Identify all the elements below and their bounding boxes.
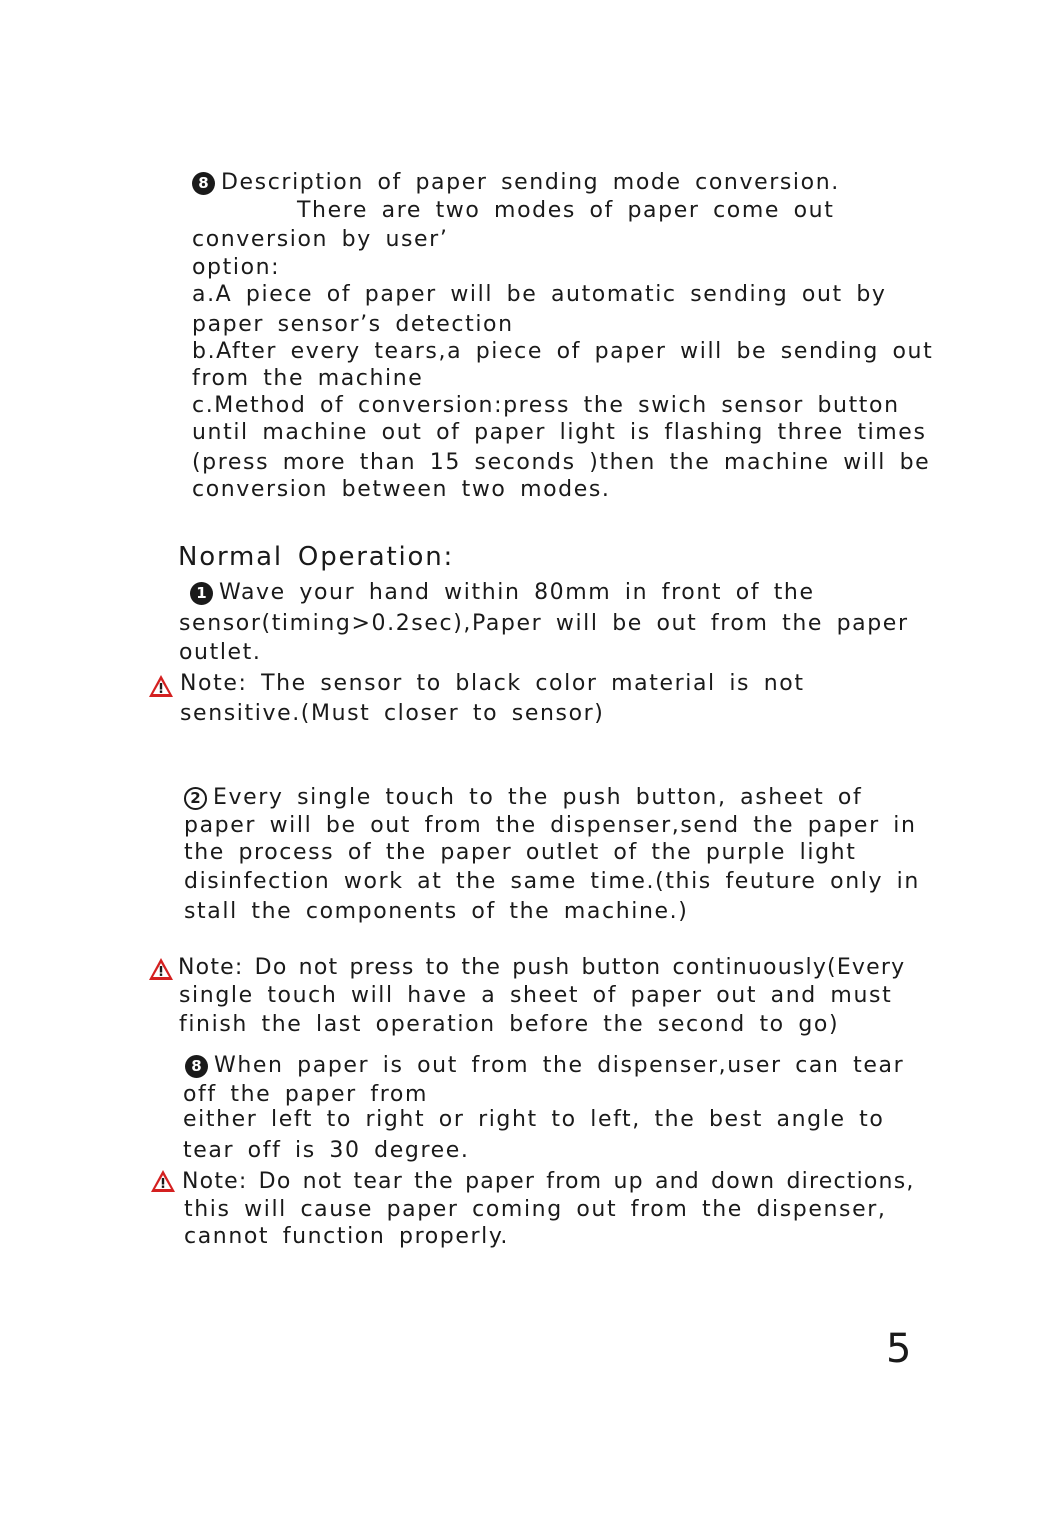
item3-line-0: When paper is out from the dispenser,user can tear <box>214 1053 905 1078</box>
warning-triangle-icon <box>148 957 174 981</box>
item1-first-line <box>190 579 815 607</box>
item1-line-0: Wave your hand within 80mm in front of the <box>219 580 815 605</box>
section3-line-10: (press more than 15 seconds )then the machine will be <box>192 450 931 475</box>
circled-number-marker: 8 <box>185 1055 208 1078</box>
item3-line-2: either left to right or right to left, the best angle to <box>183 1107 885 1132</box>
section3-line-4: a.A piece of paper will be automatic sending out by <box>192 282 887 307</box>
note1-line-0: Note: The sensor to black color material is not <box>180 671 805 696</box>
note3-line-0: Note: Do not tear the paper from up and down directions, <box>182 1169 915 1194</box>
item3-line-1: off the paper from <box>183 1082 429 1107</box>
note2-line-0: Note: Do not press to the push button continuously(Every <box>178 955 906 980</box>
warning-triangle-icon <box>148 674 174 698</box>
item3-first-line <box>185 1052 904 1080</box>
section3-line-2: conversion by user’ <box>192 227 449 252</box>
section3-heading <box>192 169 840 197</box>
warning-triangle-icon <box>150 1169 176 1193</box>
item3-line-3: tear off is 30 degree. <box>183 1138 470 1163</box>
page-number: 5 <box>886 1326 912 1372</box>
note2-line-2: finish the last operation before the second to go) <box>179 1012 840 1037</box>
section3-line-6: b.After every tears,a piece of paper will be sending out <box>192 339 934 364</box>
note1-line-1: sensitive.(Must closer to sensor) <box>180 701 605 726</box>
section3-line-11: conversion between two modes. <box>192 477 611 502</box>
section3-line-8: c.Method of conversion:press the swich sensor button <box>192 393 900 418</box>
note3-line-1: this will cause paper coming out from the dispenser, <box>184 1197 887 1222</box>
item2-line-3: disinfection work at the same time.(this feuture only in <box>184 869 920 894</box>
item2-first-line <box>184 784 862 812</box>
circled-number-marker: 8 <box>192 172 215 195</box>
circled-number-marker: 2 <box>184 787 207 810</box>
note3-line-2: cannot function properly. <box>184 1224 509 1249</box>
circled-number-marker: 1 <box>190 582 213 605</box>
item2-line-4: stall the components of the machine.) <box>184 899 689 924</box>
section3-line-1: There are two modes of paper come out <box>297 198 835 223</box>
item1-line-1: sensor(timing>0.2sec),Paper will be out from the paper <box>179 611 909 636</box>
section3-line-0: Description of paper sending mode conversion. <box>221 170 840 195</box>
item2-line-2: the process of the paper outlet of the purple light <box>184 840 857 865</box>
item1-line-2: outlet. <box>179 640 262 665</box>
section3-line-5: paper sensor’s detection <box>192 312 514 337</box>
section3-line-7: from the machine <box>192 366 424 391</box>
section3-line-9: until machine out of paper light is flashing three times <box>192 420 927 445</box>
item2-line-1: paper will be out from the dispenser,send the paper in <box>184 813 917 838</box>
note2-line-1: single touch will have a sheet of paper out and must <box>179 983 893 1008</box>
item2-line-0: Every single touch to the push button, asheet of <box>213 785 863 810</box>
section3-line-3: option: <box>192 255 281 280</box>
normal-operation-heading: Normal Operation: <box>178 542 455 572</box>
